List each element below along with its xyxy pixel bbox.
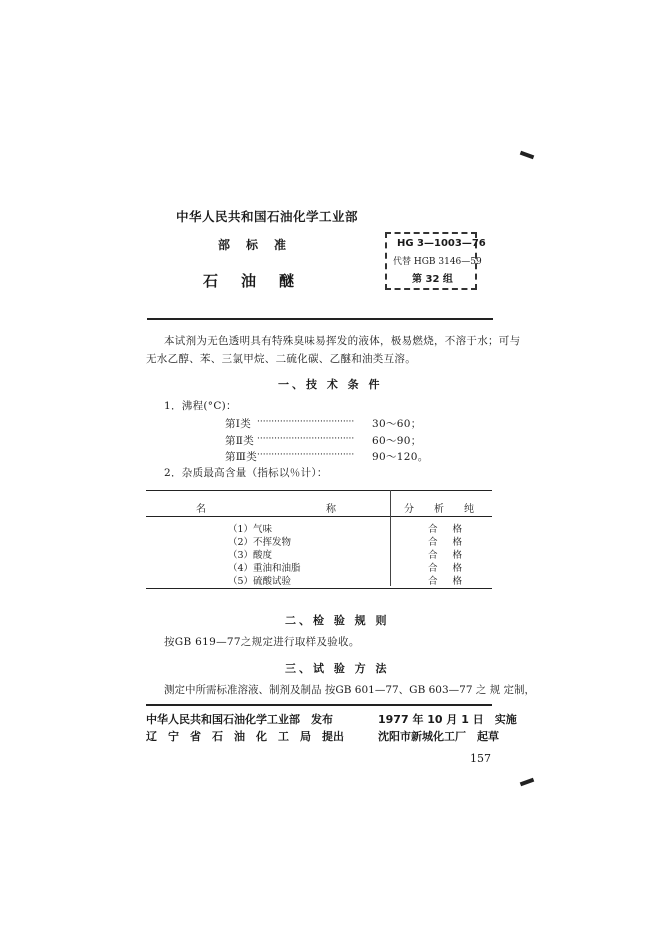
table-header-rule xyxy=(146,516,492,517)
section-3-text: 测定中所需标准溶液、制剂及制品 按GB 601—77、GB 603—77 之 规 定制， xyxy=(164,684,536,696)
page-number: 157 xyxy=(470,752,491,765)
table-row: （3）酸度 xyxy=(228,550,273,561)
grade-3-value: 90～120。 xyxy=(372,451,429,463)
section-2-heading: 二、检 验 规 则 xyxy=(285,614,390,627)
table-cell-value: 合 格 xyxy=(428,537,469,548)
intro-line-1: 本试剂为无色透明具有特殊臭味易挥发的液体，极易燃烧，不溶于水；可与 xyxy=(164,335,521,347)
table-row: （5）硫酸试验 xyxy=(228,576,292,587)
header-divider xyxy=(147,318,493,320)
table-cell-value: 合 格 xyxy=(428,550,469,561)
effective-date: 1977 年 10 月 1 日 实施 xyxy=(378,713,517,726)
table-header-grade: 分 析 纯 xyxy=(404,504,474,515)
ministry-title: 中华人民共和国石油化学工业部 xyxy=(176,209,359,224)
standard-code: HG 3—1003—76 xyxy=(397,238,486,249)
table-cell-value: 合 格 xyxy=(428,524,469,535)
table-cell-value: 合 格 xyxy=(428,563,469,574)
grade-3-label: 第Ⅲ类 xyxy=(225,451,258,463)
table-row: （4）重油和油脂 xyxy=(228,563,301,574)
section-3-heading: 三、试 验 方 法 xyxy=(285,662,390,675)
standard-type: 部 标 准 xyxy=(218,238,289,252)
section-2-text: 按GB 619—77之规定进行取样及验收。 xyxy=(164,636,360,648)
replaces-code: 代替 HGB 3146—59 xyxy=(393,257,482,267)
grade-3-leader: ·································· xyxy=(257,450,355,460)
table-row: （1）气味 xyxy=(228,524,273,535)
scan-mark-bottom-right xyxy=(520,778,535,787)
table-header-name-left: 名 xyxy=(196,504,206,515)
item-1-label: 1．沸程(°C)： xyxy=(164,400,237,412)
proposer: 辽 宁 省 石 油 化 工 局 提出 xyxy=(146,730,344,743)
table-top-rule xyxy=(146,490,492,491)
table-bottom-rule xyxy=(146,588,492,589)
group-number: 第 32 组 xyxy=(412,274,453,285)
scan-mark-top-right xyxy=(520,151,535,160)
grade-1-leader: ·································· xyxy=(257,417,355,427)
table-cell-value: 合 格 xyxy=(428,576,469,587)
grade-1-value: 30～60； xyxy=(372,418,422,430)
document-title: 石 油 醚 xyxy=(203,272,299,290)
table-column-divider xyxy=(390,490,391,586)
table-header-name-right: 称 xyxy=(326,504,336,515)
table-row: （2）不挥发物 xyxy=(228,537,292,548)
item-2-label: 2．杂质最高含量（指标以％计）： xyxy=(164,467,328,479)
grade-2-label: 第Ⅱ类 xyxy=(225,435,255,447)
drafter: 沈阳市新城化工厂 起草 xyxy=(378,730,499,743)
intro-line-2: 无水乙醇、苯、三氯甲烷、二硫化碳、乙醚和油类互溶。 xyxy=(146,353,416,365)
grade-2-value: 60～90； xyxy=(372,435,422,447)
grade-2-leader: ·································· xyxy=(257,434,355,444)
footer-divider xyxy=(146,704,492,706)
grade-1-label: 第Ⅰ类 xyxy=(225,418,252,430)
issuer: 中华人民共和国石油化学工业部 发布 xyxy=(146,713,333,726)
section-1-heading: 一、技 术 条 件 xyxy=(278,378,383,391)
